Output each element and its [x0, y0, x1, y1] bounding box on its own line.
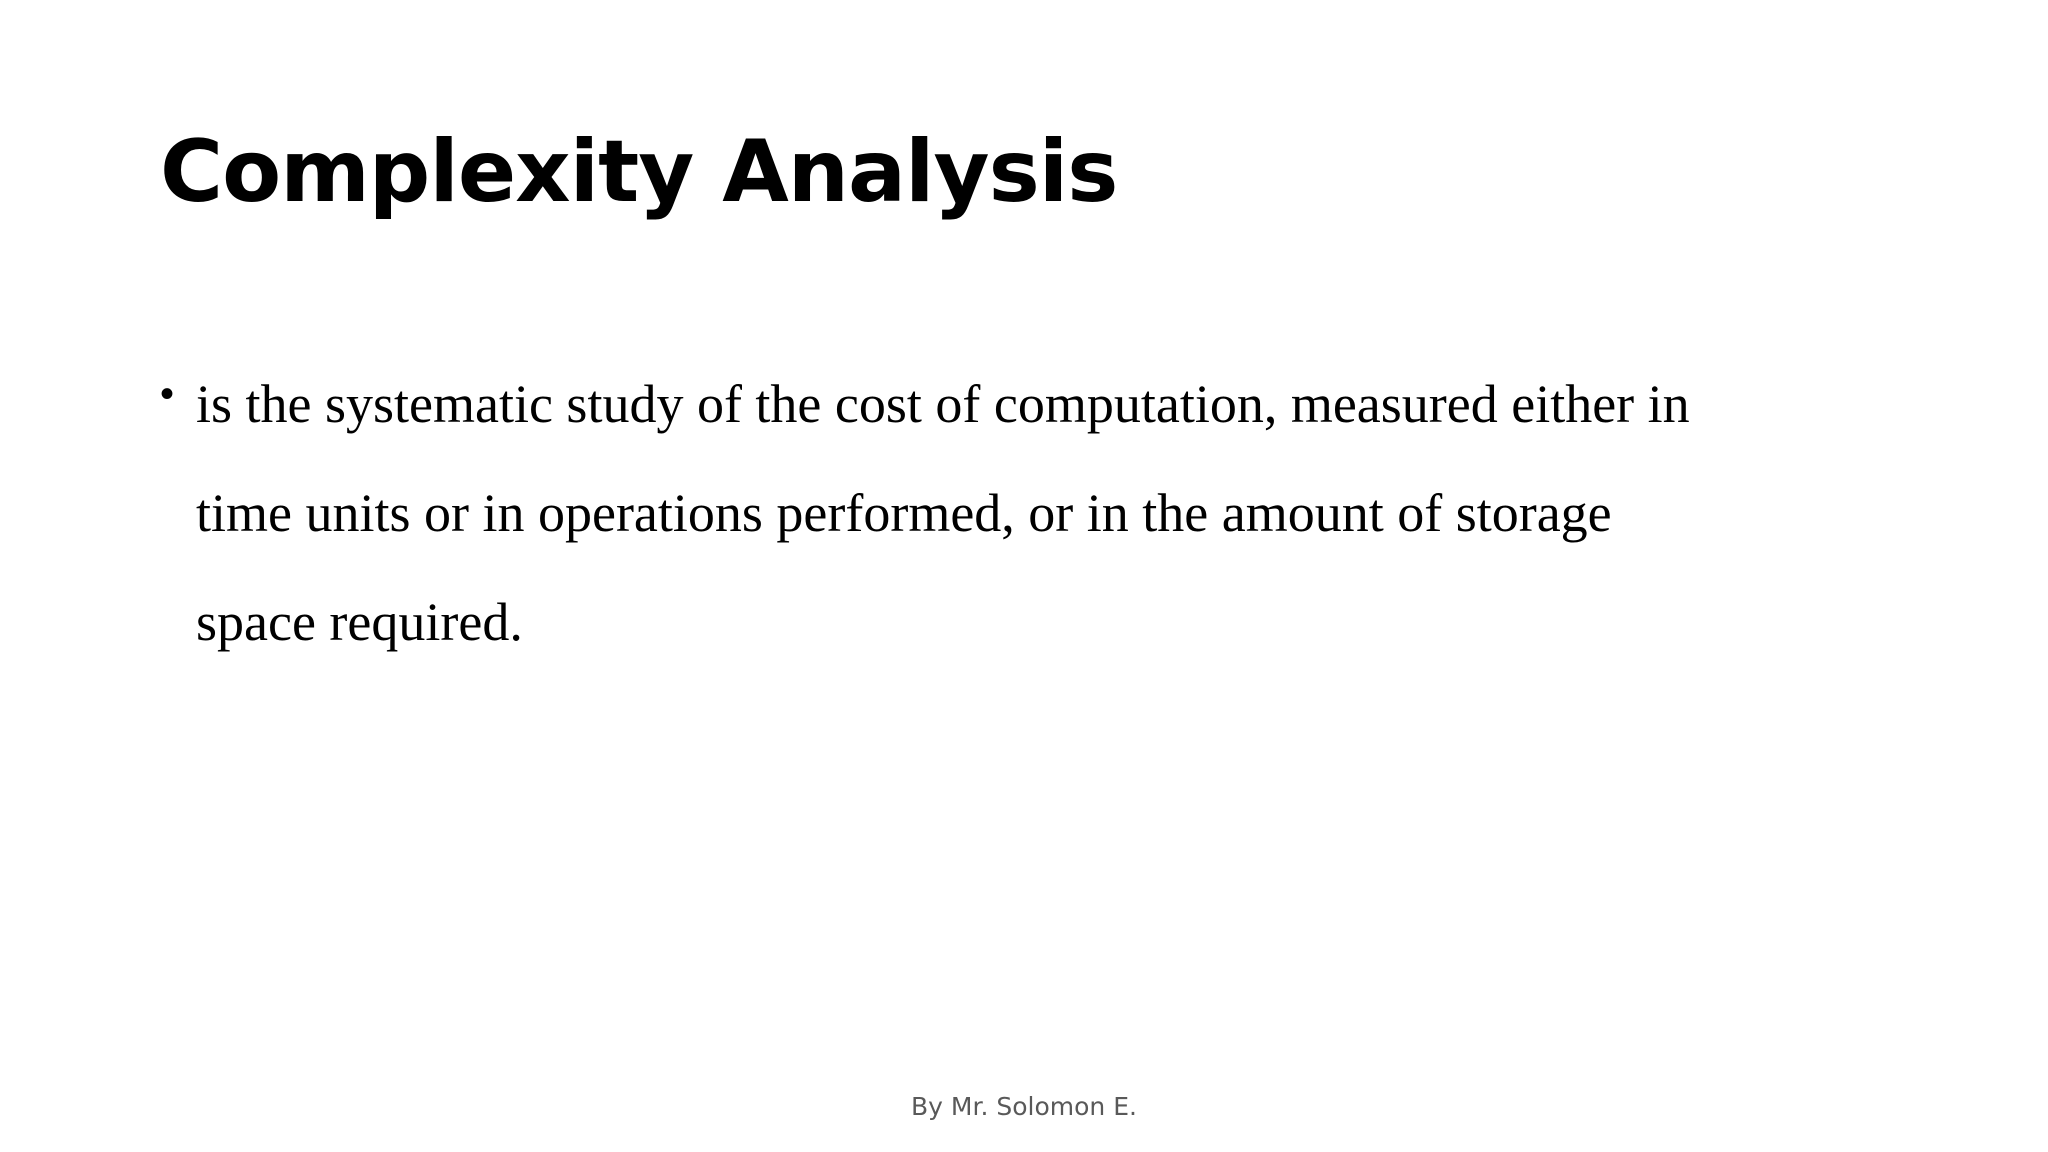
slide-title: Complexity Analysis: [160, 122, 1118, 222]
bullet-item: [160, 350, 1860, 677]
bullet-list: [160, 350, 1860, 677]
footer-author: By Mr. Solomon E.: [911, 1092, 1137, 1121]
bullet-text: is the systematic study of the cost of computation, measured either in time units or in operations performed, or in the amount of storage space required.: [196, 374, 1690, 652]
bullet-marker: •: [160, 372, 175, 416]
